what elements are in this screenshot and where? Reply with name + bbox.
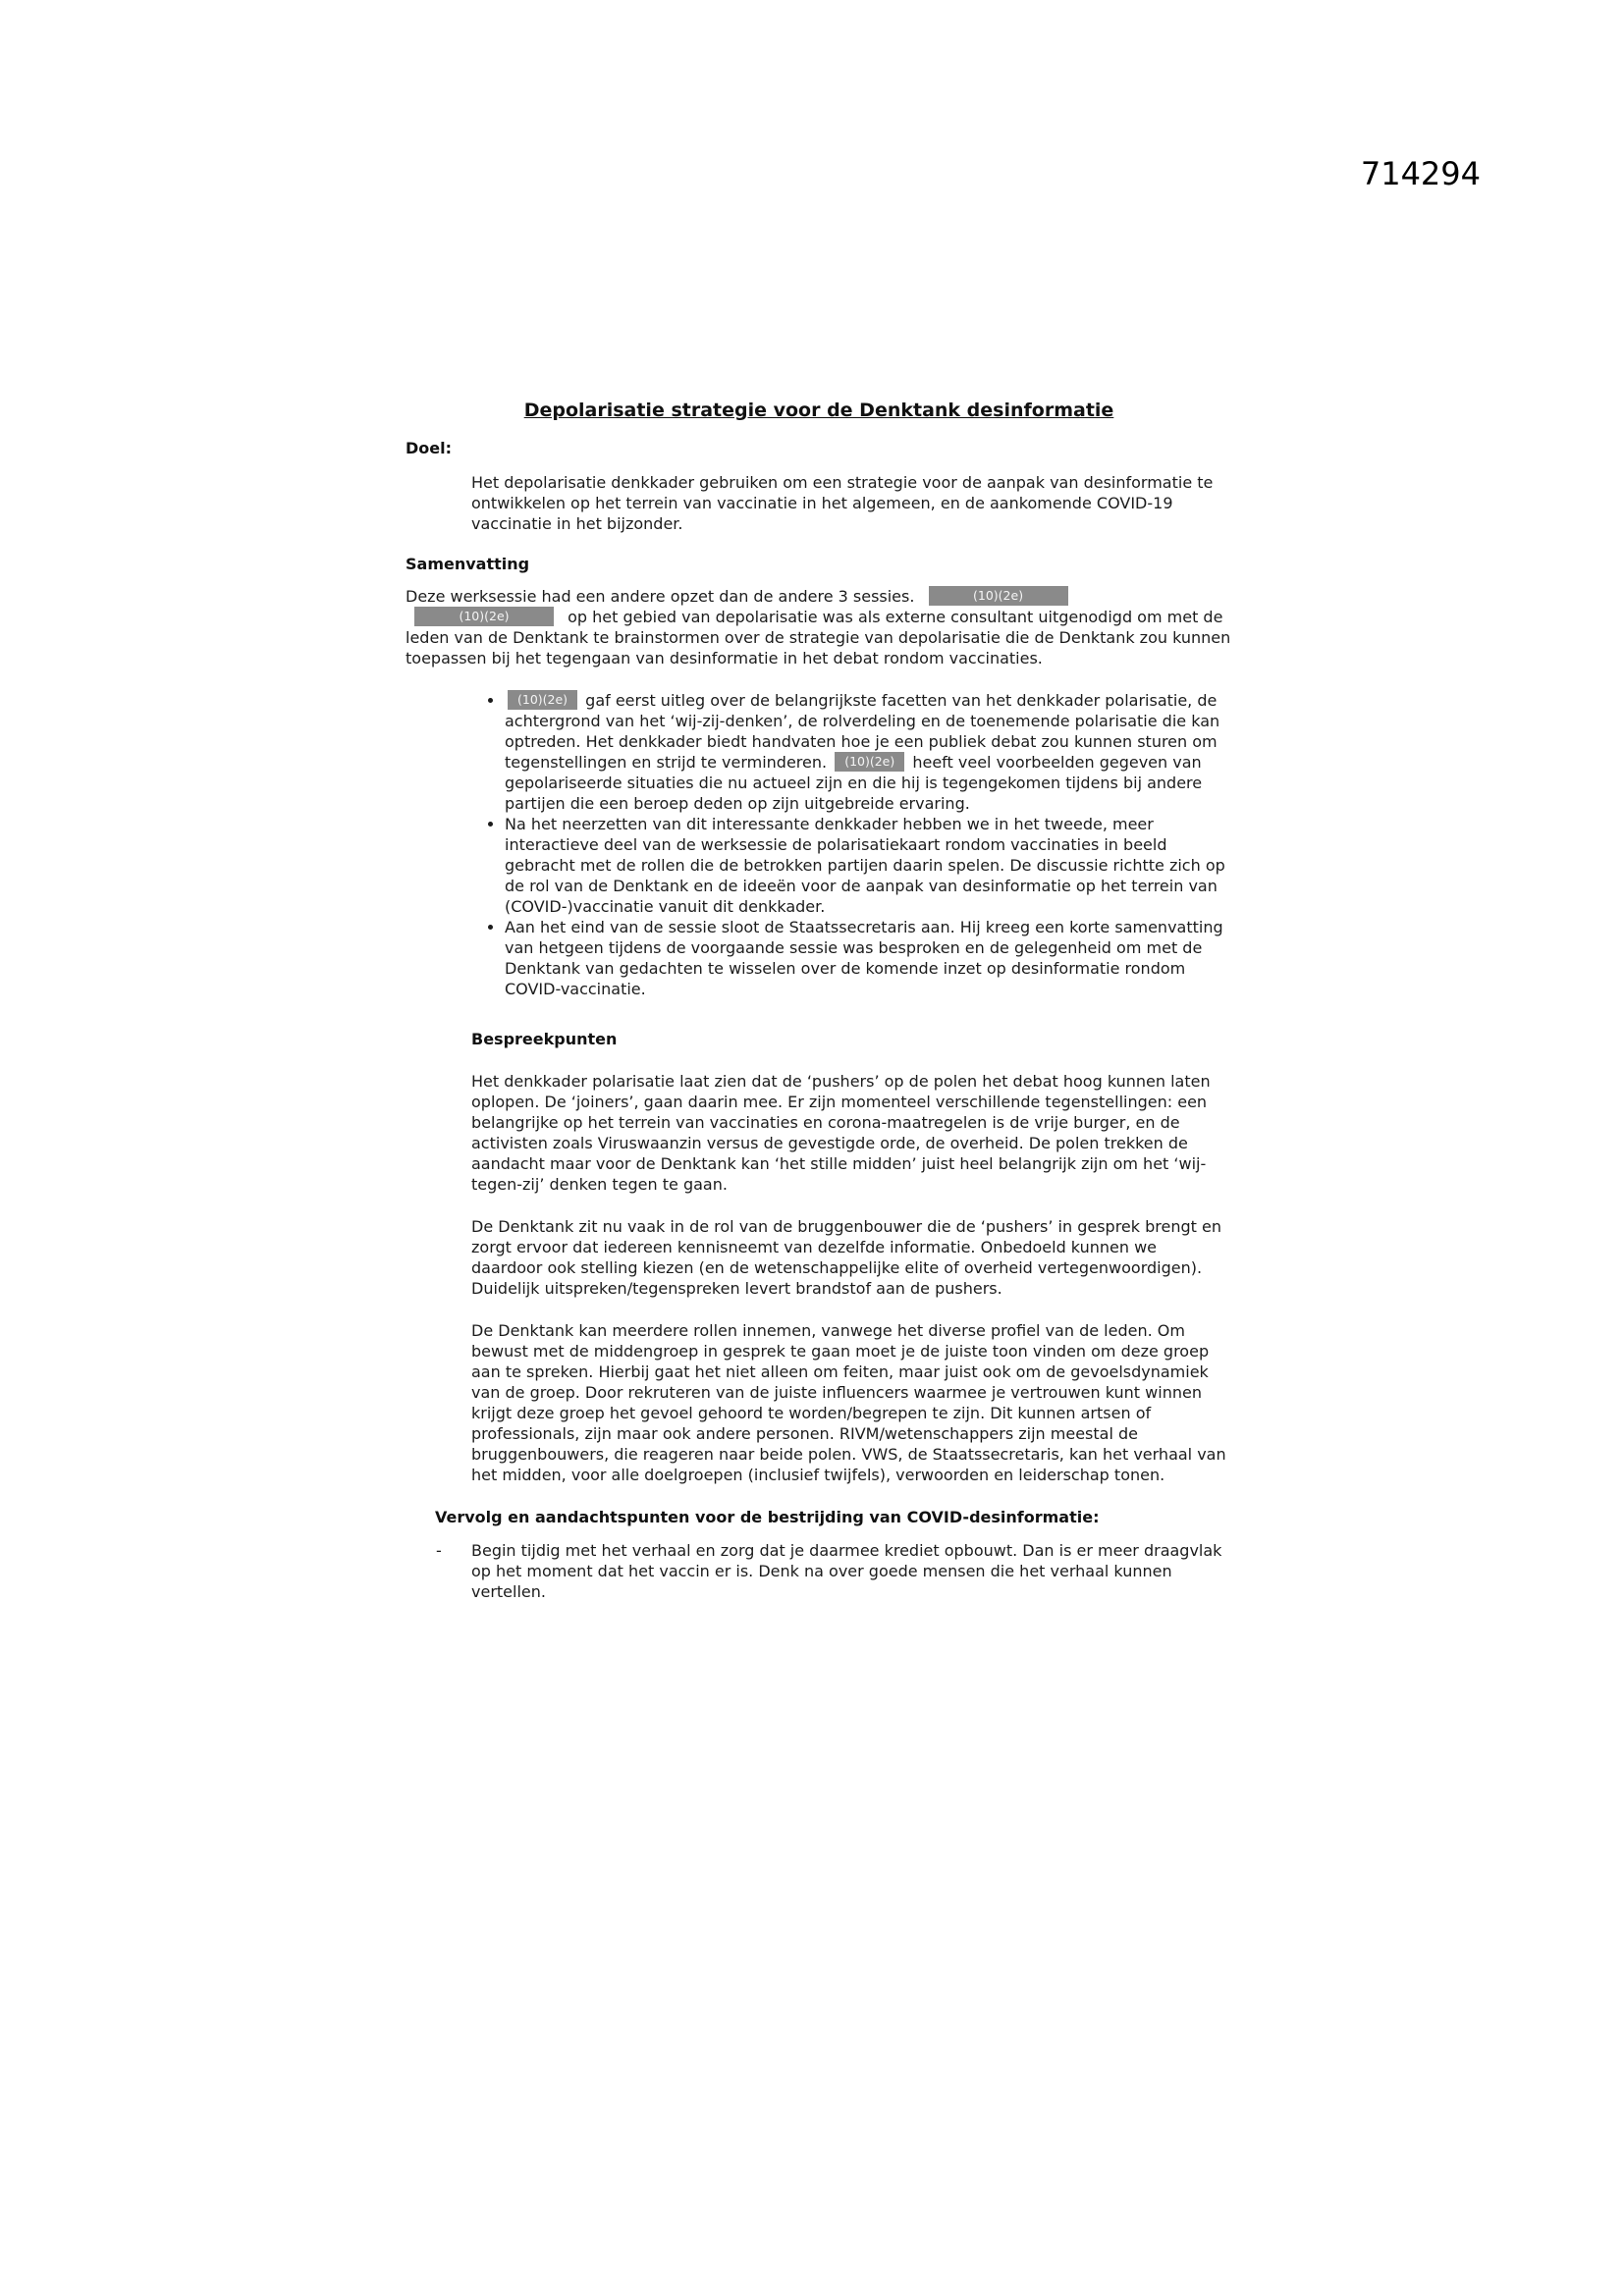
redaction-box: (10)(2e): [414, 607, 554, 626]
intro-text-before-redactions: Deze werksessie had een andere opzet dan de andere 3 sessies.: [406, 587, 915, 606]
redaction-box: (10)(2e): [929, 586, 1068, 606]
vervolg-item-text: Begin tijdig met het verhaal en zorg dat je daarmee krediet opbouwt. Dan is er meer draagvlak op het moment dat het vaccin er is. Denk na over goede mensen die het verhaal kunnen vertellen.: [471, 1541, 1222, 1601]
bullet-item-3: • Aan het eind van de sessie sloot de Staatssecretaris aan. Hij kreeg een korte samenvatting van hetgeen tijdens de voorgaande sessie was besproken en de gelegenheid om met de Denktank van gedachten te wisselen over de komende inzet op desinformatie rondom COVID-vaccinatie.: [505, 917, 1232, 999]
bullet1-text-segment-2: heeft veel voorbeelden gegeven van gepolariseerde situaties die nu actueel zijn en die hij is tegengekomen tijdens bij andere partijen die een beroep deden op zijn uitgebreide ervaring.: [505, 753, 1203, 813]
bullet-item-1: [505, 690, 1232, 814]
document-title: Depolarisatie strategie voor de Denktank desinformatie: [523, 400, 1114, 421]
bullet1-text-segment-1: gaf eerst uitleg over de belangrijkste facetten van het denkkader polarisatie, de achtergrond van het ‘wij-zij-denken’, de rolverdeling en de toenemende polarisatie die kan optreden. Het denkkader biedt handvaten hoe je een publiek debat zou kunnen sturen om tegenstellingen en strijd te verminderen.: [505, 691, 1220, 772]
document-content: [406, 400, 1232, 1602]
bespreekpunten-heading: Bespreekpunten: [471, 1030, 618, 1048]
bespreekpunten-paragraph-3: De Denktank kan meerdere rollen innemen, vanwege het diverse profiel van de leden. Om bewust met de middengroep in gesprek te gaan moet je de juiste toon vinden om deze groep aan te spreken. Hierbij gaat het niet alleen om feiten, maar juist ook om de gevoelsdynamiek van de groep. Door rekruteren van de juiste influencers waarmee je vertrouwen kunt winnen krijgt deze groep het gevoel gehoord te worden/begrepen te zijn. Dit kunnen artsen of professionals, zijn maar ook andere personen. RIVM/wetenschappers zijn meestal de bruggenbouwers, die reageren naar beide polen. VWS, de Staatssecretaris, kan het verhaal van het midden, voor alle doelgroepen (inclusief twijfels), verwoorden en leiderschap tonen.: [471, 1321, 1226, 1484]
bespreekpunten-paragraph-1: Het denkkader polarisatie laat zien dat de ‘pushers’ op de polen het debat hoog kunnen laten oplopen. De ‘joiners’, gaan daarin mee. Er zijn momenteel verschillende tegenstellingen: een belangrijke op het terrein van vaccinaties en corona-maatregelen is de vrije burger, en de activisten zoals Viruswaanzin versus de gevestigde orde, de overheid. De polen trekken de aandacht maar voor de Denktank kan ‘het stille midden’ juist heel belangrijk zijn om het ‘wij-tegen-zij’ denken tegen te gaan.: [471, 1072, 1211, 1194]
redaction-box: (10)(2e): [835, 752, 904, 772]
doc-number: 714294: [1360, 155, 1481, 192]
bespreekpunten-paragraph-2: De Denktank zit nu vaak in de rol van de bruggenbouwer die de ‘pushers’ in gesprek brengt en zorgt ervoor dat iedereen kennisneemt van dezelfde informatie. Onbedoeld kunnen we daardoor ook stelling kiezen (en de wetenschappelijke elite of overheid vertegenwoordigen). Duidelijk uitspreken/tegenspreken levert brandstof aan de pushers.: [471, 1217, 1221, 1298]
vervolg-heading: Vervolg en aandachtspunten voor de bestrijding van COVID-desinformatie:: [435, 1508, 1100, 1526]
redaction-box: (10)(2e): [508, 690, 577, 710]
doel-paragraph: Het depolarisatie denkkader gebruiken om een strategie voor de aanpak van desinformatie te ontwikkelen op het terrein van vaccinatie in het algemeen, en de aankomende COVID-19 vaccinatie in het bijzonder.: [471, 473, 1214, 533]
doel-heading: Doel:: [406, 439, 453, 457]
samenvatting-heading: Samenvatting: [406, 555, 530, 573]
samenvatting-bullet-list: [406, 690, 1232, 999]
intro-text-after-redactions: op het gebied van depolarisatie was als externe consultant uitgenodigd om met de leden van de Denktank te brainstormen over de strategie van depolarisatie die de Denktank zou kunnen toepassen bij het tegengaan van desinformatie in het debat rondom vaccinaties.: [406, 608, 1231, 667]
bullet-item-2: • Na het neerzetten van dit interessante denkkader hebben we in het tweede, meer interactieve deel van de werksessie de polarisatiekaart rondom vaccinaties in beeld gebracht met de rollen die de betrokken partijen daarin spelen. De discussie richtte zich op de rol van de Denktank en de ideeën voor de aanpak van desinformatie op het terrein van (COVID-)vaccinatie vanuit dit denkkader.: [505, 814, 1232, 917]
vervolg-dash-item: [436, 1540, 1232, 1602]
samenvatting-intro-paragraph: [406, 586, 1232, 668]
dash-marker: -: [436, 1541, 442, 1560]
